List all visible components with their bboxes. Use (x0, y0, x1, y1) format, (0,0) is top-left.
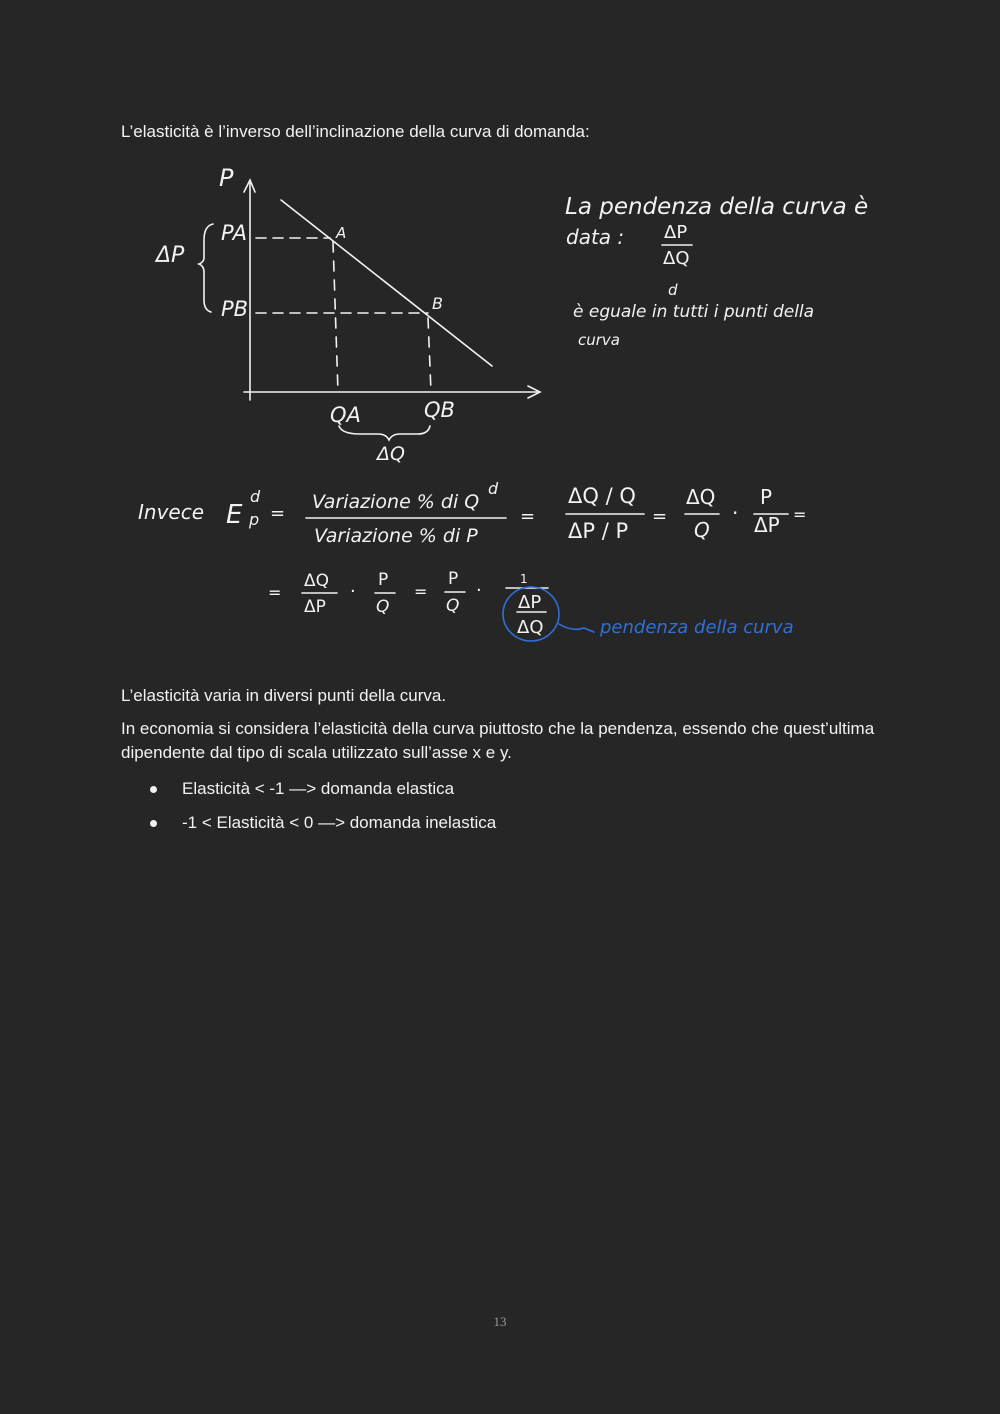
formula-eq-2: = (520, 506, 536, 527)
formula-e-sub: p (249, 510, 260, 529)
graph-point-a: A (336, 224, 347, 242)
formula-invece: Invece (138, 500, 205, 524)
formula-eq-4: = (793, 505, 807, 524)
bullet-text: Elasticità < -1 —> domanda elastica (182, 779, 455, 798)
formula-r2c-den: Q (446, 596, 460, 616)
formula-dot-3: · (476, 580, 482, 601)
formula-num-sup: d (488, 479, 499, 498)
bullet-text: -1 < Elasticità < 0 —> domanda inelastica (182, 813, 497, 832)
handwritten-notes (0, 0, 1000, 700)
formula-dot-2: · (350, 581, 356, 602)
formula-f2b-den: ΔP (754, 513, 780, 537)
formula-f1-den: ΔP / P (568, 519, 629, 543)
note-line-3: è eguale in tutti i punti della (573, 302, 815, 322)
formula-r2a-den: ΔP (304, 597, 326, 617)
formula-eq-3: = (652, 506, 668, 527)
dashed-qa (333, 242, 338, 392)
dashed-qb (428, 318, 431, 392)
note-frac-den: ΔQ (663, 248, 690, 269)
formula-f1-num: ΔQ / Q (568, 484, 636, 508)
graph-qb-label: QB (424, 398, 455, 422)
graph-point-b: B (432, 294, 443, 313)
formula-r2d-den-den: ΔQ (517, 617, 544, 638)
intro-text: L’elasticità è l’inverso dell’inclinazione della curva di domanda: (121, 122, 590, 141)
formula-r2a-num: ΔQ (304, 571, 330, 591)
formula-r2b-den: Q (376, 597, 390, 617)
graph-pa-label: PA (221, 221, 247, 245)
formula-eq-1: = (270, 503, 286, 524)
bullet-dot-icon (150, 786, 157, 793)
formula-r2d-den-num: ΔP (518, 592, 542, 613)
paragraph-elasticity-vs-slope: In economia si considera l’elasticità della curva piuttosto che la pendenza, essendo che quest’ultima dipendente dal tipo di scala utilizzato sull’asse x e y. (121, 719, 875, 762)
formula-r2d-num: 1 (520, 572, 528, 586)
graph-y-label: P (219, 164, 234, 192)
note-line-4: curva (578, 331, 620, 349)
formula-r2c-num: P (448, 569, 459, 589)
demand-curve (281, 200, 492, 366)
bullet-list (150, 777, 496, 845)
formula-r2b-num: P (378, 570, 389, 590)
note-d: d (668, 281, 678, 299)
graph-qa-label: QA (330, 403, 361, 427)
bullet-inelastic (150, 811, 496, 845)
paragraph-elasticity-varies: L’elasticità varia in diversi punti della curva. (121, 686, 447, 705)
graph-pb-label: PB (221, 297, 249, 321)
graph-delta-p: ΔP (156, 243, 185, 268)
formula-f2a-den: Q (694, 518, 710, 542)
formula-eq-5: = (268, 583, 282, 602)
formula-den: Variazione % di P (314, 525, 478, 547)
bullet-elastic (150, 777, 496, 811)
formula-eq-6: = (414, 582, 428, 601)
highlight-arrow (559, 624, 594, 632)
formula-e-sup: d (250, 487, 261, 506)
note-frac-num: ΔP (664, 222, 688, 243)
formula-e: E (226, 500, 243, 530)
note-line-2: data : (566, 225, 625, 249)
brace-delta-p (199, 224, 213, 312)
brace-delta-q (339, 426, 430, 440)
formula-num: Variazione % di Q (312, 491, 480, 513)
bullet-dot-icon (150, 820, 157, 827)
formula-f2a-num: ΔQ (686, 485, 716, 509)
note-line-1: La pendenza della curva è (565, 194, 869, 220)
page-number: 13 (493, 1314, 507, 1329)
highlight-annotation: pendenza della curva (600, 617, 794, 638)
formula-dot-1: · (732, 501, 739, 525)
formula-f2b-num: P (760, 485, 773, 509)
graph-delta-q: ΔQ (377, 443, 405, 465)
